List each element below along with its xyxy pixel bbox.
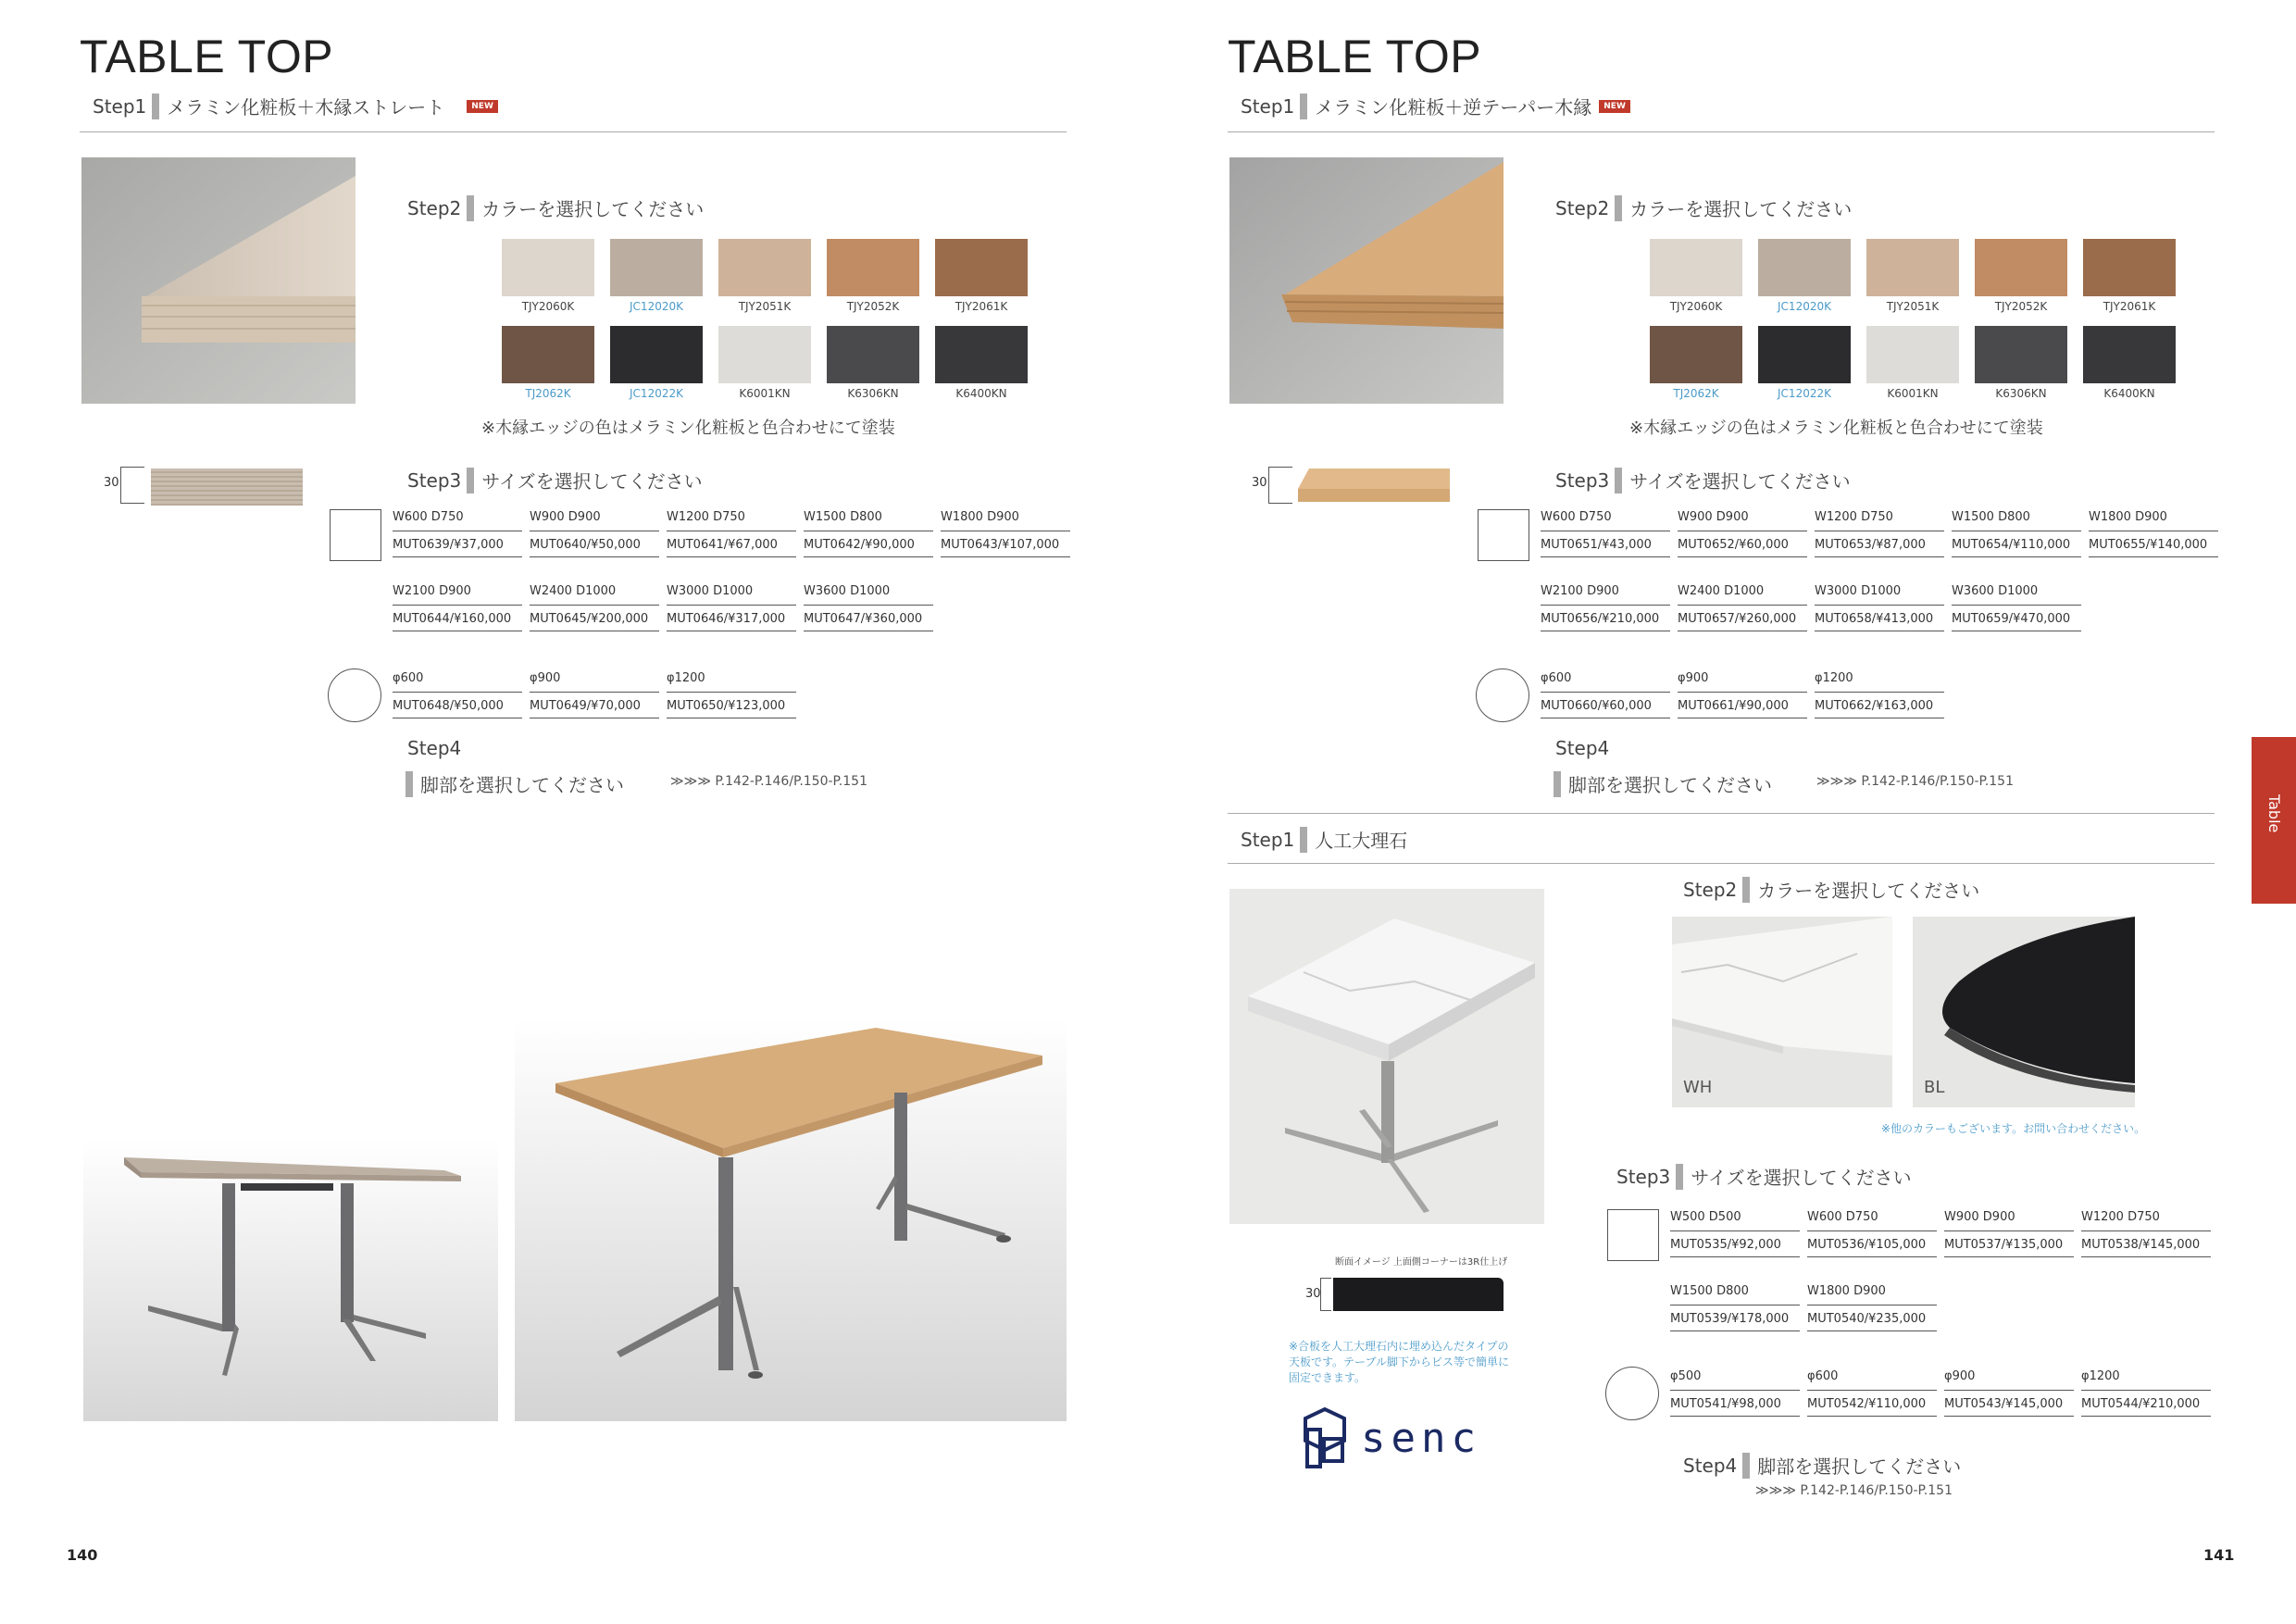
size-code-price: MUT0541/¥98,000 [1670,1391,1800,1417]
divider [80,131,1067,132]
size-code-price: MUT0537/¥135,000 [1944,1231,2074,1257]
swatch-color [827,326,919,383]
step-bar [1615,195,1622,221]
step2-text: カラーを選択してください [1757,880,1980,902]
size-option[interactable] [667,667,796,718]
size-dimension: W1800 D900 [1807,1280,1937,1305]
swatch-color [1758,239,1851,296]
size-dimension: W600 D750 [1541,506,1670,531]
size-code-price: MUT0652/¥60,000 [1678,531,1807,557]
size-option[interactable] [1678,667,1807,718]
step2-text: カラーを選択してください [481,198,705,220]
size-dimension: W2100 D900 [1541,580,1670,606]
table-photo-square [83,1139,498,1421]
swatch-label: K6306KN [847,387,899,400]
swatch-tj2062k[interactable] [1650,326,1742,400]
size-dimension: φ1200 [2081,1365,2211,1391]
size-code-price: MUT0654/¥110,000 [1952,531,2081,557]
step-bar [1554,771,1561,797]
swatch-label: JC12022K [630,387,683,400]
size-option[interactable] [530,580,659,631]
swatch-k6306kn[interactable] [827,326,919,400]
swatch-tjy2051k[interactable] [718,239,811,313]
size-option[interactable] [1815,506,1944,557]
step1-label: Step1 [1241,828,1295,851]
swatch-color [935,239,1028,296]
size-code-price: MUT0647/¥360,000 [804,606,933,631]
swatch-label: TJY2061K [955,300,1008,313]
new-badge: NEW [467,100,498,113]
size-dimension: W3000 D1000 [667,580,796,606]
leg-page-reference-link[interactable]: ≫≫≫ P.142-P.146/P.150-P.151 [1816,774,2014,789]
swatch-label: JC12020K [630,300,683,313]
step4-text: 脚部を選択してください [1757,1455,1962,1478]
swatch-label: K6400KN [955,387,1007,400]
swatch-tj2062k[interactable] [502,326,594,400]
swatch-color [1650,239,1742,296]
swatch-color [610,239,703,296]
step4-text: 脚部を選択してください [420,774,624,796]
divider [1228,131,2215,132]
size-code-price: MUT0660/¥60,000 [1541,693,1670,718]
swatch-label: K6001KN [1887,387,1939,400]
step3-text: サイズを選択してください [1691,1167,1912,1189]
step3-text: サイズを選択してください [481,470,703,493]
leg-page-reference-link[interactable]: ≫≫≫ P.142-P.146/P.150-P.151 [1755,1483,1953,1498]
size-dimension: W900 D900 [1678,506,1807,531]
swatch-label: TJY2051K [738,300,792,313]
side-tab-table[interactable] [2252,737,2296,904]
size-code-price: MUT0644/¥160,000 [393,606,522,631]
size-dimension: W1800 D900 [941,506,1070,531]
size-code-price: MUT0641/¥67,000 [667,531,796,557]
size-option[interactable] [2081,1206,2211,1257]
size-code-price: MUT0543/¥145,000 [1944,1391,2074,1417]
thickness-bracket [120,467,144,504]
size-option[interactable] [1952,580,2081,631]
swatch-label: K6400KN [2103,387,2155,400]
size-option[interactable] [1815,667,1944,718]
swatch-color [502,326,594,383]
round-shape-icon [1605,1367,1659,1420]
size-code-price: MUT0539/¥178,000 [1670,1305,1800,1331]
swatch-tjy2060k[interactable] [1650,239,1742,313]
size-option[interactable] [2089,506,2218,557]
swatch-label: K6001KN [739,387,791,400]
swatch-color [502,239,594,296]
divider [1228,863,2215,864]
size-code-price: MUT0650/¥123,000 [667,693,796,718]
swatch-tjy2060k[interactable] [502,239,594,313]
size-option[interactable] [1807,1206,1937,1257]
tabletop-edge-photo [81,157,356,404]
step2-label: Step2 [1555,196,1610,219]
size-code-price: MUT0535/¥92,000 [1670,1231,1800,1257]
size-option[interactable] [1815,580,1944,631]
new-badge: NEW [1599,100,1630,113]
size-dimension: W500 D500 [1670,1206,1800,1231]
size-option[interactable] [1952,506,2081,557]
thickness-value: 30 [1252,476,1267,490]
marble-step4-heading [1683,1452,1961,1479]
embed-note: ※合板を人工大理石内に埋め込んだタイプの天板です。テーブル脚下からビス等で簡単に固定できます。 [1289,1340,1509,1384]
leg-page-reference-link[interactable]: ≫≫≫ P.142-P.146/P.150-P.151 [670,774,867,789]
size-option[interactable] [1807,1280,1937,1331]
size-dimension: W1200 D750 [1815,506,1944,531]
thickness-bracket [1320,1278,1331,1311]
size-code-price: MUT0657/¥260,000 [1678,606,1807,631]
swatch-color [935,326,1028,383]
size-code-price: MUT0645/¥200,000 [530,606,659,631]
step-bar [1742,1453,1750,1479]
thickness-value: 30 [104,476,119,490]
size-code-price: MUT0542/¥110,000 [1807,1391,1937,1417]
thickness-value: 30 [1305,1287,1321,1301]
size-option[interactable] [1670,1365,1800,1417]
swatch-color [1866,326,1959,383]
swatch-k6001kn[interactable] [718,326,811,400]
size-option[interactable] [1807,1365,1937,1417]
size-dimension: W1200 D750 [2081,1206,2211,1231]
step2-text: カラーを選択してください [1629,198,1853,220]
step-bar [406,771,413,797]
senc-logo-text: senc [1361,1414,1481,1462]
senc-logo-icon [1304,1407,1346,1468]
size-dimension: φ900 [1678,667,1807,693]
round-shape-icon [328,668,381,722]
swatch-label: JC12020K [1778,300,1831,313]
right-step1-heading [1241,93,1630,119]
swatch-label: TJ2062K [1673,387,1719,400]
size-option[interactable] [804,506,933,557]
step2-label: Step2 [1683,878,1738,901]
left-step2-heading [407,194,704,221]
size-option[interactable] [2081,1365,2211,1417]
swatch-label: TJY2060K [521,300,575,313]
swatch-label: TJY2052K [1994,300,2048,313]
size-option[interactable] [941,506,1070,557]
divider [1228,813,2215,814]
step-bar [1742,877,1750,903]
marble-section-image [1333,1278,1504,1311]
size-code-price: MUT0662/¥163,000 [1815,693,1944,718]
size-dimension: W900 D900 [1944,1206,2074,1231]
step3-label: Step3 [407,468,462,492]
rectangle-shape-icon [1478,509,1529,561]
marble-table-photo [1229,889,1544,1224]
thickness-bracket [1268,467,1292,504]
swatch-color [1975,239,2067,296]
right-page-number: 141 [2203,1546,2235,1564]
size-option[interactable] [1678,580,1807,631]
swatch-k6400kn[interactable] [935,326,1028,400]
size-code-price: MUT0648/¥50,000 [393,693,522,718]
size-dimension: W3000 D1000 [1815,580,1944,606]
size-code-price: MUT0651/¥43,000 [1541,531,1670,557]
step-bar [1676,1164,1683,1190]
senc-logo [1304,1407,1481,1468]
rectangle-shape-icon [1607,1209,1659,1261]
step1-text: メラミン化粧板＋逆テーパー木縁 [1315,96,1592,119]
marble-step1-heading [1241,826,1407,853]
swatch-label: TJY2052K [846,300,900,313]
right-step3-heading [1555,467,1851,493]
marble-color-bl[interactable] [1913,917,2135,1107]
swatch-jc12022k[interactable] [1758,326,1851,400]
step3-label: Step3 [1616,1165,1671,1188]
rectangle-shape-icon [330,509,381,561]
swatch-color [718,326,811,383]
left-step4-label: Step4 [407,737,462,759]
size-dimension: φ600 [1541,667,1670,693]
step-bar [467,468,474,493]
size-dimension: W1800 D900 [2089,506,2218,531]
size-code-price: MUT0544/¥210,000 [2081,1391,2211,1417]
size-option[interactable] [1670,1280,1800,1331]
step-bar [1615,468,1622,493]
size-option[interactable] [667,506,796,557]
size-dimension: φ900 [1944,1365,2074,1391]
size-dimension: W2400 D1000 [530,580,659,606]
step1-label: Step1 [93,94,147,118]
size-dimension: W600 D750 [1807,1206,1937,1231]
size-code-price: MUT0653/¥87,000 [1815,531,1944,557]
swatch-color [718,239,811,296]
size-option[interactable] [530,506,659,557]
right-step4-label: Step4 [1555,737,1610,759]
swatch-tjy2052k[interactable] [827,239,919,313]
size-code-price: MUT0643/¥107,000 [941,531,1070,557]
swatch-k6001kn[interactable] [1866,326,1959,400]
size-code-price: MUT0656/¥210,000 [1541,606,1670,631]
round-shape-icon [1476,668,1529,722]
marble-step2-heading [1683,876,1979,903]
step2-label: Step2 [407,196,462,219]
swatch-color [2083,326,2176,383]
other-colors-note: ※他のカラーもございます。お問い合わせください。 [1881,1122,2146,1135]
size-code-price: MUT0655/¥140,000 [2089,531,2218,557]
size-code-price: MUT0640/¥50,000 [530,531,659,557]
step-bar [152,94,159,119]
swatch-label: K6306KN [1995,387,2047,400]
step3-label: Step3 [1555,468,1610,492]
size-dimension: W1500 D800 [1952,506,2081,531]
swatch-color [1975,326,2067,383]
size-option[interactable] [667,580,796,631]
size-option[interactable] [804,580,933,631]
right-step2-heading [1555,194,1852,221]
marble-color-label: BL [1924,1078,1945,1097]
size-option[interactable] [393,506,522,557]
size-option[interactable] [393,580,522,631]
size-dimension: φ900 [530,667,659,693]
step1-label: Step1 [1241,94,1295,118]
size-dimension: W1500 D800 [804,506,933,531]
left-page-number: 140 [67,1546,98,1564]
taper-section-image [1298,468,1450,502]
swatch-label: TJY2060K [1669,300,1723,313]
marble-color-label: WH [1683,1078,1713,1097]
size-dimension: W2100 D900 [393,580,522,606]
size-dimension: φ500 [1670,1365,1800,1391]
left-step4-heading [406,770,624,797]
size-dimension: W1500 D800 [1670,1280,1800,1305]
swatch-label: TJY2061K [2103,300,2156,313]
swatch-tjy2061k[interactable] [2083,239,2176,313]
size-dimension: φ1200 [1815,667,1944,693]
step3-text: サイズを選択してください [1629,470,1851,493]
size-code-price: MUT0649/¥70,000 [530,693,659,718]
size-dimension: φ600 [393,667,522,693]
left-page-title: TABLE TOP [80,31,334,82]
size-option[interactable] [1541,506,1670,557]
swatch-tjy2052k[interactable] [1975,239,2067,313]
size-dimension: W900 D900 [530,506,659,531]
swatch-color [610,326,703,383]
swatch-k6400kn[interactable] [2083,326,2176,400]
size-option[interactable] [530,667,659,718]
swatch-label: TJY2051K [1886,300,1940,313]
size-dimension: W3600 D1000 [804,580,933,606]
swatch-color [1650,326,1742,383]
step4-text: 脚部を選択してください [1568,774,1772,796]
swatch-tjy2051k[interactable] [1866,239,1959,313]
size-option[interactable] [1670,1206,1800,1257]
size-option[interactable] [1678,506,1807,557]
size-option[interactable] [1944,1206,2074,1257]
step-bar [1300,827,1307,853]
size-code-price: MUT0646/¥317,000 [667,606,796,631]
step1-text: 人工大理石 [1315,830,1408,852]
swatch-jc12020k[interactable] [610,239,703,313]
size-dimension: φ600 [1807,1365,1937,1391]
step4-label: Step4 [1683,1454,1738,1477]
marble-bl-image [1913,917,2135,1107]
swatch-label: TJ2062K [525,387,571,400]
right-page-title: TABLE TOP [1228,31,1482,82]
size-dimension: W2400 D1000 [1678,580,1807,606]
size-code-price: MUT0536/¥105,000 [1807,1231,1937,1257]
size-dimension: W1200 D750 [667,506,796,531]
marble-step3-heading [1616,1163,1912,1190]
right-step4-heading [1554,770,1772,797]
edge-color-note: ※木縁エッジの色はメラミン化粧板と色合わせにて塗装 [481,418,895,438]
size-dimension: φ1200 [667,667,796,693]
size-option[interactable] [1541,580,1670,631]
marble-color-wh[interactable] [1672,917,1892,1107]
size-code-price: MUT0639/¥37,000 [393,531,522,557]
step-bar [1300,94,1307,119]
swatch-color [1758,326,1851,383]
size-code-price: MUT0538/¥145,000 [2081,1231,2211,1257]
edge-color-note: ※木縁エッジの色はメラミン化粧板と色合わせにて塗装 [1629,418,2043,438]
edge-section-image [151,468,303,506]
size-dimension: W3600 D1000 [1952,580,2081,606]
size-option[interactable] [1944,1365,2074,1417]
swatch-jc12022k[interactable] [610,326,703,400]
step1-text: メラミン化粧板＋木縁ストレート [167,96,445,119]
side-tab-label: Table [2265,794,2283,833]
step-bar [467,195,474,221]
size-dimension: W600 D750 [393,506,522,531]
size-option[interactable] [393,667,522,718]
swatch-tjy2061k[interactable] [935,239,1028,313]
swatch-color [1866,239,1959,296]
section-image-caption: 断面イメージ 上面側コーナーは3R仕上げ [1335,1257,1508,1268]
size-code-price: MUT0540/¥235,000 [1807,1305,1937,1331]
tabletop-taper-edge-photo [1229,157,1504,404]
size-code-price: MUT0658/¥413,000 [1815,606,1944,631]
left-step3-heading [407,467,703,493]
size-option[interactable] [1541,667,1670,718]
size-code-price: MUT0642/¥90,000 [804,531,933,557]
swatch-k6306kn[interactable] [1975,326,2067,400]
swatch-color [2083,239,2176,296]
size-code-price: MUT0659/¥470,000 [1952,606,2081,631]
table-photo-large [515,1018,1067,1421]
size-code-price: MUT0661/¥90,000 [1678,693,1807,718]
left-step1-heading [93,93,498,119]
swatch-color [827,239,919,296]
swatch-jc12020k[interactable] [1758,239,1851,313]
swatch-label: JC12022K [1778,387,1831,400]
